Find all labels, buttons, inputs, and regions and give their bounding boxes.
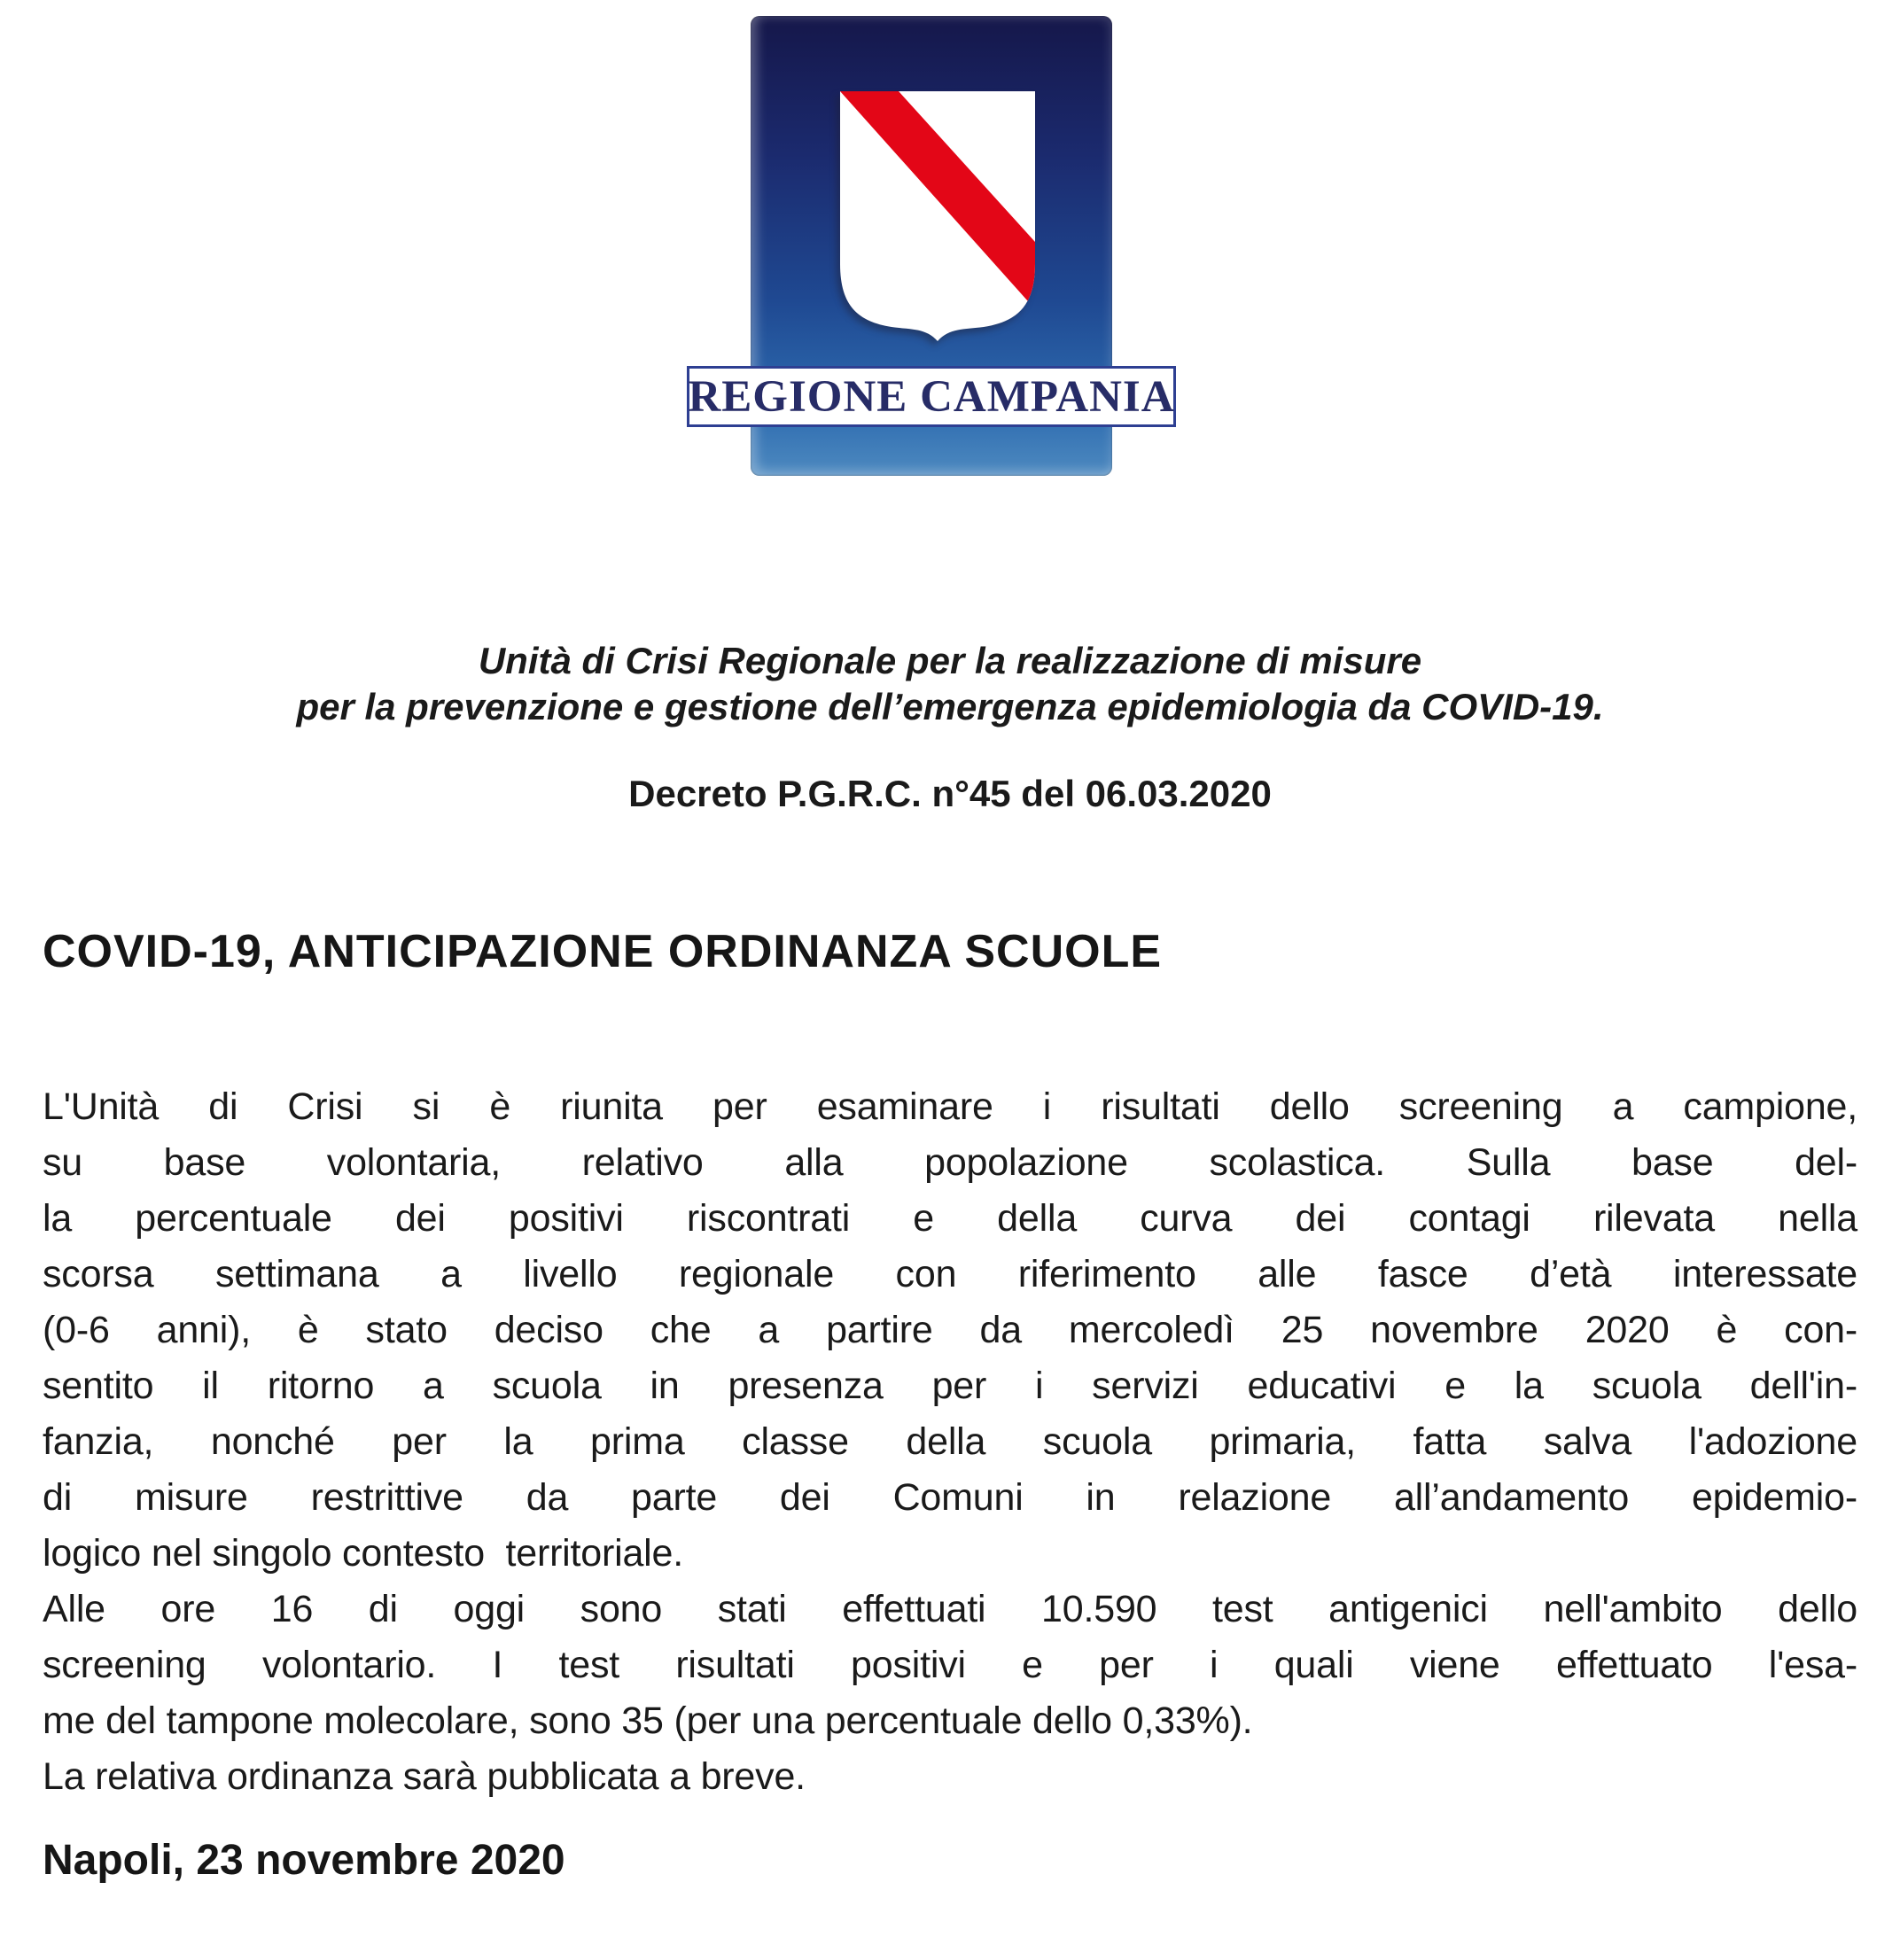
body-line: la percentuale dei positivi riscontrati e della curva dei contagi rilevata nella (43, 1197, 1857, 1240)
body-line: su base volontaria, relativo alla popolazione scolastica. Sulla base del- (43, 1141, 1857, 1184)
body-line: me del tampone molecolare, sono 35 (per una percentuale dello 0,33%). (43, 1699, 1253, 1742)
unit-header-line-1: Unità di Crisi Regionale per la realizzazione di misure (478, 640, 1422, 681)
logo-banner (687, 366, 1176, 427)
body-line: L'Unità di Crisi si è riunita per esaminare i risultati dello screening a campione, (43, 1085, 1857, 1128)
unit-header-line-2: per la prevenzione e gestione dell’emergenza epidemiologia da COVID-19. (296, 686, 1604, 727)
body-line: La relativa ordinanza sarà pubblicata a breve. (43, 1755, 806, 1798)
page-title: COVID-19, ANTICIPAZIONE ORDINANZA SCUOLE (43, 926, 1163, 977)
body-line: fanzia, nonché per la prima classe della scuola primaria, fatta salva l'adozione (43, 1420, 1857, 1463)
body-line: (0-6 anni), è stato deciso che a partire da mercoledì 25 novembre 2020 è con- (43, 1309, 1857, 1351)
logo-banner-text: REGIONE CAMPANIA (688, 371, 1175, 422)
body-line: scorsa settimana a livello regionale con riferimento alle fasce d’età interessate (43, 1253, 1857, 1295)
body-line: di misure restrittive da parte dei Comuni in relazione all’andamento epidemio- (43, 1476, 1857, 1519)
signoff-date-line: Napoli, 23 novembre 2020 (43, 1837, 565, 1884)
campania-shield-icon (840, 91, 1035, 344)
body-paragraphs (43, 1079, 1857, 1805)
body-line: Alle ore 16 di oggi sono stati effettuati 10.590 test antigenici nell'ambito dello (43, 1588, 1857, 1630)
body-line: logico nel singolo contesto territoriale. (43, 1532, 683, 1575)
decree-line: Decreto P.G.R.C. n°45 del 06.03.2020 (628, 773, 1272, 814)
body-line: screening volontario. I test risultati positivi e per i quali viene effettuato l'esa- (43, 1644, 1857, 1686)
body-line: sentito il ritorno a scuola in presenza per i servizi educativi e la scuola dell'in- (43, 1365, 1857, 1407)
